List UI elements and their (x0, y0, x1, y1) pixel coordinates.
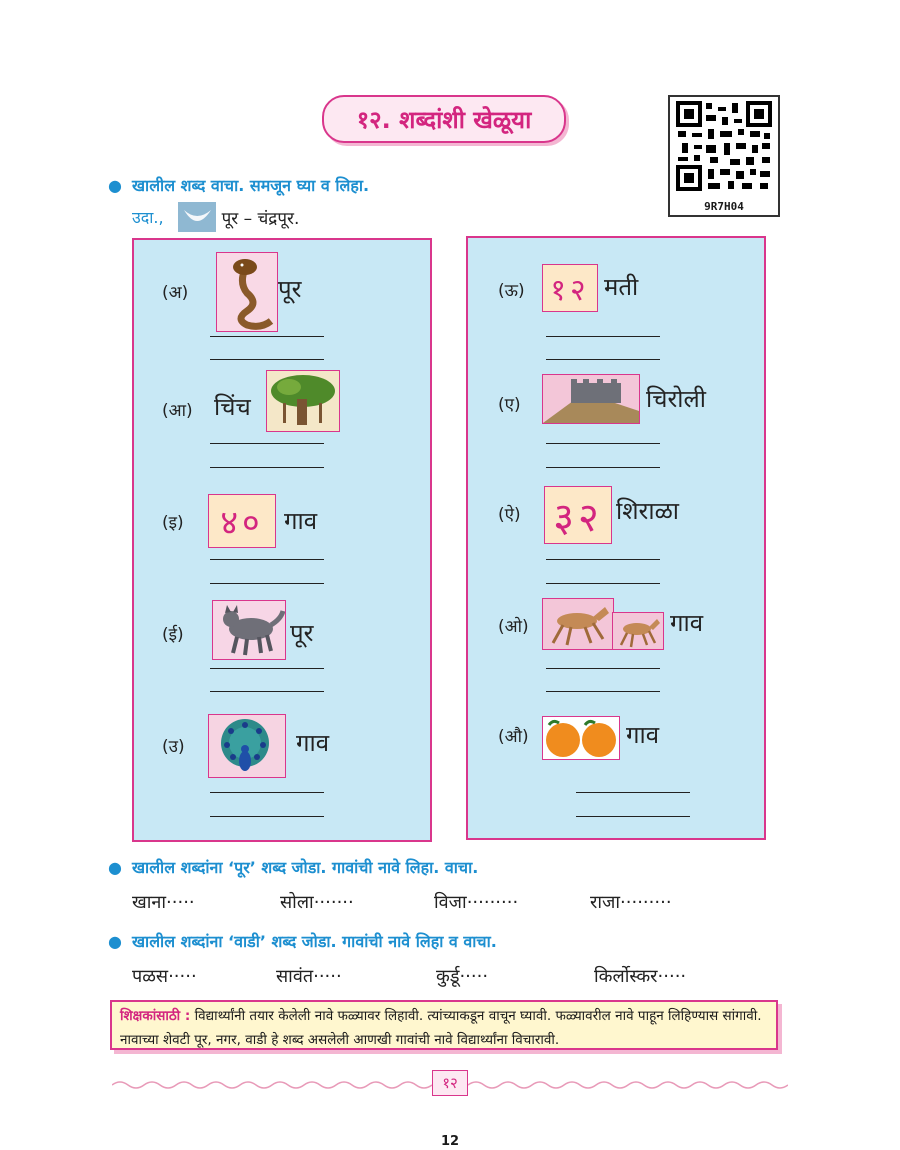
item-label: (ऐ) (498, 505, 521, 525)
fort-icon (542, 374, 640, 424)
item-word: पूर (290, 619, 314, 647)
wadi-word: सावंत····· (276, 966, 342, 987)
teacher-note-heading: शिक्षकांसाठी : (120, 1008, 191, 1024)
item-word: गाव (670, 609, 704, 637)
item-word: चिरोली (646, 385, 706, 413)
answer-line[interactable] (546, 583, 660, 584)
bullet-icon: ● (108, 176, 122, 195)
item-label: (इ) (162, 513, 184, 533)
answer-line[interactable] (546, 467, 660, 468)
answer-line[interactable] (210, 792, 324, 793)
answer-line[interactable] (210, 583, 324, 584)
teacher-note-text: विद्यार्थ्यांनी तयार केलेली नावे फळ्यावर लिहावी. त्यांच्याकडून वाचून घ्यावी. फळ्यावरील नावे पाहून लिहिण्यास सांगावी. नावाच्या शेवटी पूर, नगर, वाडी हे शब्द असलेली आणखी गावांची नावे विद्यार्थ्यांना विचारावी. (120, 1008, 762, 1048)
number-box: १२ (542, 264, 598, 312)
answer-line[interactable] (210, 691, 324, 692)
answer-line[interactable] (210, 359, 324, 360)
item-word: मती (604, 273, 639, 301)
item-label: (अ) (162, 283, 189, 303)
item-word: गाव (296, 729, 330, 757)
wadi-word: कुर्डू····· (436, 966, 489, 987)
pur-word: राजा········· (590, 892, 672, 913)
item-word: शिराळा (616, 497, 680, 525)
bullet-icon: ● (108, 932, 122, 951)
example-label: उदा., (132, 208, 164, 227)
instruction-2-text: खालील शब्दांना ‘पूर’ शब्द जोडा. गावांची नावे लिहा. वाचा. (131, 858, 479, 877)
item-label: (ऊ) (498, 281, 525, 301)
wadi-word: किर्लोस्कर····· (594, 966, 687, 987)
pur-word: सोला······· (280, 892, 354, 913)
item-label: (ओ) (498, 617, 529, 637)
item-label: (औ) (498, 727, 529, 747)
item-label: (आ) (162, 401, 193, 421)
answer-line[interactable] (546, 336, 660, 337)
instruction-1 (108, 174, 369, 196)
mango-icon (542, 716, 620, 760)
item-label: (ए) (498, 395, 521, 415)
item-label: (उ) (162, 737, 185, 757)
answer-line[interactable] (546, 691, 660, 692)
snake-icon (216, 252, 278, 332)
peacock-icon (208, 714, 286, 778)
answer-line[interactable] (210, 336, 324, 337)
answer-line[interactable] (210, 668, 324, 669)
number-box: ३२ (544, 486, 612, 544)
moon-icon (178, 202, 216, 232)
answer-line[interactable] (576, 792, 690, 793)
answer-line[interactable] (546, 443, 660, 444)
horse-icon (542, 598, 614, 650)
instruction-2 (108, 856, 478, 878)
horse-icon (612, 612, 664, 650)
answer-line[interactable] (210, 443, 324, 444)
wolf-icon (212, 600, 286, 660)
item-word: पूर (278, 275, 302, 303)
instruction-3-text: खालील शब्दांना ‘वाडी’ शब्द जोडा. गावांची नावे लिहा व वाचा. (131, 932, 497, 951)
example-row (132, 202, 299, 232)
item-word: गाव (284, 507, 318, 535)
bullet-icon: ● (108, 858, 122, 877)
number-box: ४० (208, 494, 276, 548)
answer-line[interactable] (210, 816, 324, 817)
answer-line[interactable] (546, 559, 660, 560)
qr-pattern-icon (672, 99, 776, 195)
item-word: गाव (626, 721, 660, 749)
qr-code[interactable] (668, 95, 780, 217)
instruction-1-text: खालील शब्द वाचा. समजून घ्या व लिहा. (131, 176, 370, 195)
answer-line[interactable] (576, 816, 690, 817)
page-marker: १२ (432, 1070, 468, 1096)
instruction-3 (108, 930, 497, 952)
banyan-tree-icon (266, 370, 340, 432)
answer-line[interactable] (546, 359, 660, 360)
page-number: 12 (440, 1134, 460, 1149)
example-word: पूर – चंद्रपूर. (221, 208, 300, 229)
teacher-note (110, 1000, 778, 1050)
qr-code-text: 9R7H04 (704, 200, 744, 213)
wadi-word: पळस····· (132, 966, 197, 987)
pur-word: खाना····· (132, 892, 195, 913)
item-label: (ई) (162, 625, 184, 645)
answer-line[interactable] (210, 559, 324, 560)
pur-word: विजा········· (434, 892, 519, 913)
lesson-title: १२. शब्दांशी खेळूया (322, 95, 566, 143)
item-word: चिंच (214, 393, 251, 421)
answer-line[interactable] (210, 467, 324, 468)
answer-line[interactable] (546, 668, 660, 669)
